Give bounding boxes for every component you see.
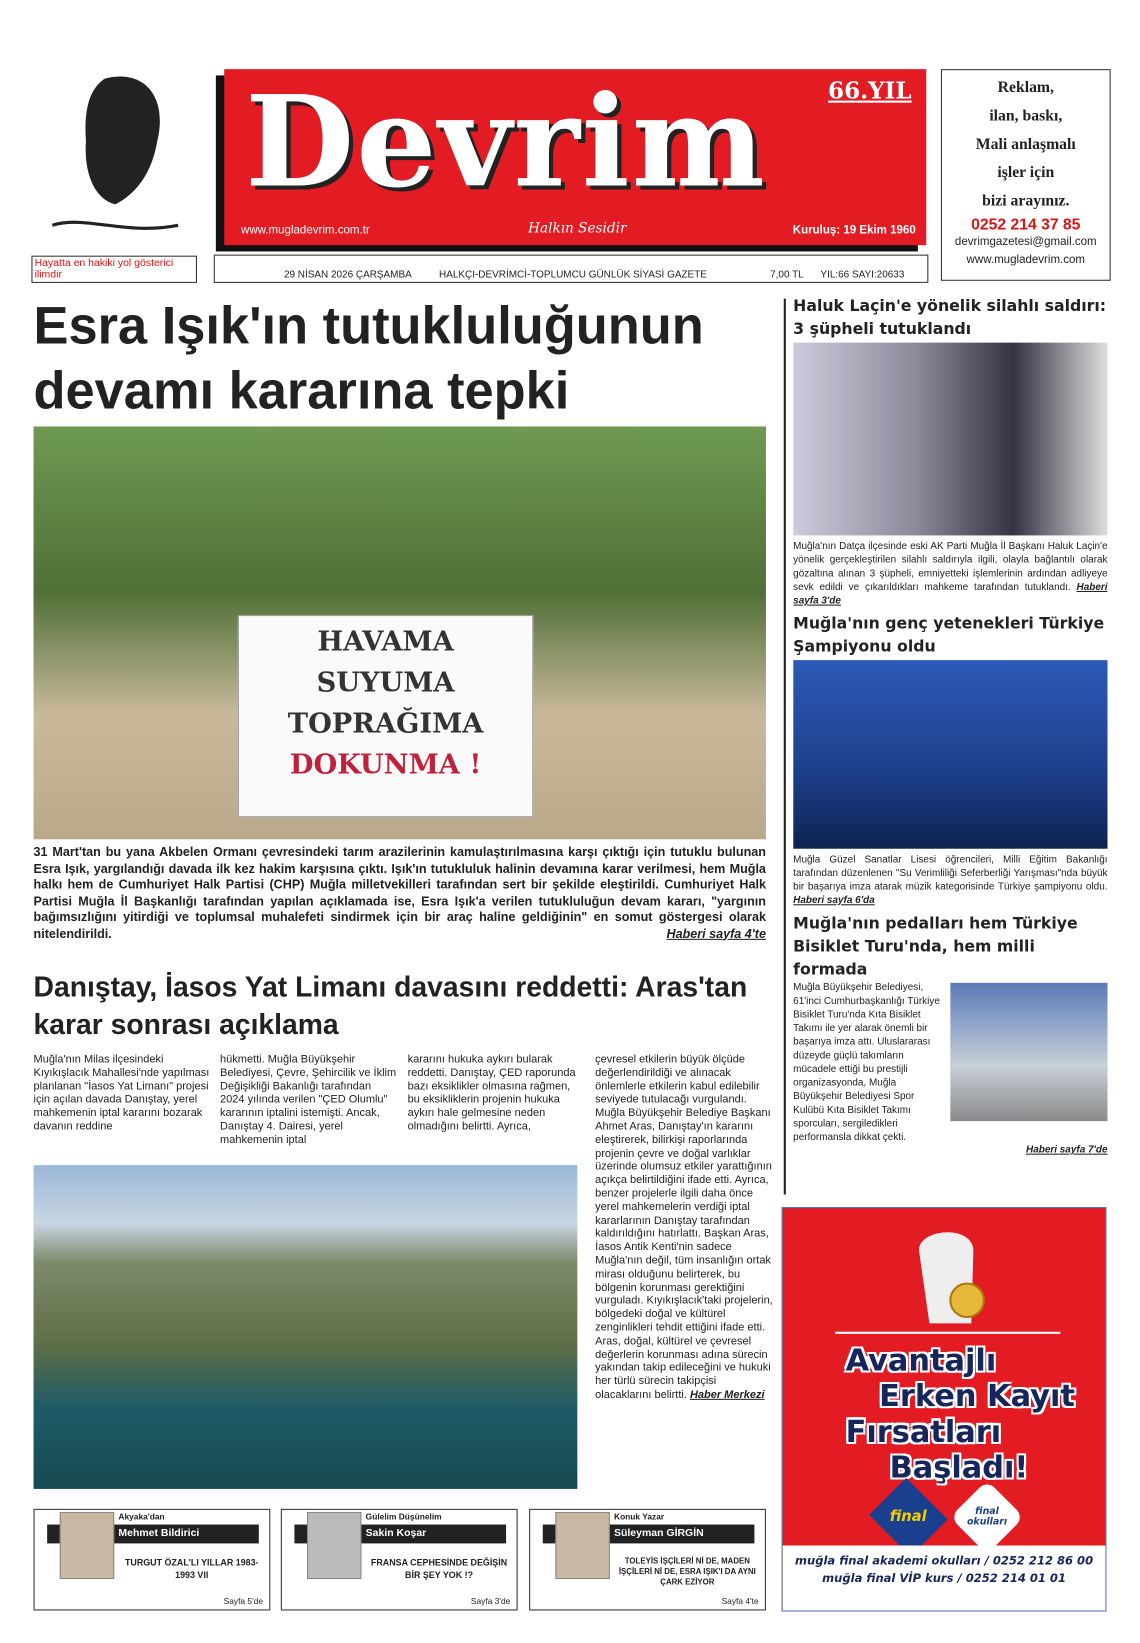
sign-line: TOPRAĞIMA: [287, 708, 484, 740]
columnist-name: Mehmet Bildirici: [118, 1527, 200, 1540]
column-section: Akyaka'dan: [118, 1511, 165, 1522]
columnist-box[interactable]: [529, 1509, 766, 1611]
ad-slogan: [846, 1342, 1075, 1485]
harbor-aerial-photo: [34, 1165, 578, 1489]
news-item: [793, 912, 1107, 1156]
lead-text: 31 Mart'tan bu yana Akbelen Ormanı çevresindeki tarım arazilerinin kamulaştırılmasına karşı çıktığı için tutuklu bulunan Esra Işık, yargılandığı davada ilk kez hakim karşısına çıktı. Işık'ın tutukluluk halinin devamına karar verilmesi, hem Muğla halkı hem de Cumhuriyet Halk Partisi (CHP) Muğla milletvekilleri tarafından sert bir şekilde eleştirildi. Cumhuriyet Halk Partisi Muğla İl Başkanlığı tarafından yapılan açıklamada ise, Esra Işık'a verilen tutukluluğun devam kararı, "yargının bağımsızlığını yitirdiği ve toplumsal muhalefeti sindirmek için bir araç haline geldiğinin" en somut göstergesi olarak nitelendirildi.: [33, 844, 766, 941]
main-lead: [34, 845, 766, 942]
columnist-photo: [60, 1512, 114, 1579]
columnist-photo: [555, 1512, 609, 1579]
ad-contact-line: muğla final akademi okulları / 0252 212 86 00: [795, 1553, 1094, 1568]
advertising-contact-box: [941, 69, 1111, 281]
founded-date: Kuruluş: 19 Ekim 1960: [792, 224, 916, 237]
motto: Hayatta en hakiki yol gösterici ilimdir: [31, 256, 197, 283]
main-photo: [34, 426, 766, 839]
ad-line: Reklam,: [997, 79, 1054, 97]
ad-line: bizi arayınız.: [982, 192, 1070, 210]
news-item: [793, 294, 1107, 607]
article-column: kararını hukuka aykırı bularak reddetti. Danıştay, ÇED raporunda bazı eksiklikler olmasına rağmen, bu eksikliklerin projenin hukuka aykırı hale gelmesine neden olmadığını belirtti. Ayrıca,: [407, 1053, 576, 1133]
read-more-link[interactable]: Haberi sayfa 4'te: [666, 925, 766, 941]
column-text: çevresel etkilerin büyük ölçüde değerlendirildiği ve alınacak önlemlerle etkilerin kabul edilebilir seviyede tutulacağı vurgulandı. Muğla Büyükşehir Belediye Başkanı Ahmet Aras, Danıştay'ın kararını eleştirerek, bilirkişi raporlarında projenin çevre ve doğal varlıklar üzerinde olumsuz etkiler yarattığının açıkça belirtildiğini ifade etti. Ayrıca, benzer projelerle ilgili daha önce yerel mahkemelerin verdiği iptal kararlarının Danıştay tarafından kaldırıldığını hatırlattı. Başkan Aras, İasos Antik Kenti'nin sadece Muğla'nın değil, tüm insanlığın ortak mirası olduğunu belirterek, bu bölgenin korunması gerektiğini vurguladı. Kıyıkışlacık'taki projelerin, bölgedeki doğal ve kültürel zenginlikleri tehdit ettiğini ifade etti. Aras, doğal, kültürel ve çevresel değerlerin korunması adına sürecin yakından takip edileceğini ve hukuki her türlü sürecin takipçisi olacaklarını belirtti.: [595, 1053, 773, 1401]
slogan: Halkın Sesidir: [528, 221, 627, 237]
arrest-photo: [793, 343, 1107, 536]
news-item: [793, 612, 1107, 907]
price: 7,00 TL: [770, 269, 804, 281]
news-headline[interactable]: Haluk Laçin'e yönelik silahlı saldırı: 3 şüpheli tutuklandı: [793, 296, 1107, 339]
students-photo: [793, 660, 1107, 849]
phone-number: 0252 214 37 85: [971, 215, 1081, 234]
final-school-ad[interactable]: [782, 1207, 1107, 1611]
read-more-link[interactable]: Haberi sayfa 6'da: [793, 894, 875, 907]
column-divider: [784, 299, 786, 1195]
website-link[interactable]: www.mugladevrim.com.tr: [240, 224, 370, 237]
columnist-name: Süleyman GİRGİN: [614, 1527, 704, 1540]
ad-contact-line: muğla final VİP kurs / 0252 214 01 01: [822, 1571, 1066, 1586]
issue-date: 29 NİSAN 2026 ÇARŞAMBA: [283, 269, 412, 281]
column-title: TOLEYİS İŞÇİLERİ Nİ DE, MADEN İŞÇİLERİ Nİ DE, ESRA IŞIK'I DA AYNI ÇARK EZİYOR: [618, 1555, 756, 1587]
slogan-line: Başladı!: [889, 1449, 1029, 1485]
cyclist-photo: [950, 983, 1107, 1121]
sign-line: DOKUNMA !: [289, 749, 482, 781]
final-logo: final: [869, 1478, 948, 1557]
page-ref: Sayfa 5'de: [223, 1596, 263, 1607]
news-text: Muğla Güzel Sanatlar Lisesi öğrencileri, Milli Eğitim Bakanlığı tarafından düzenlenen "Su Verimliliği Seferberliği Yarışması"nda büyük bir başarıya imza atarak müzik kategorisinde Türkiye şampiyonu oldu. Haberi sayfa 6'da: [793, 853, 1108, 907]
final-okullari-logo: final okulları: [950, 1480, 1024, 1554]
sign-line: SUYUMA: [316, 667, 455, 699]
second-headline[interactable]: Danıştay, İasos Yat Limanı davasını reddetti: Aras'tan karar sonrası açıklama: [33, 971, 748, 1041]
email[interactable]: devrimgazetesi@gmail.com: [954, 235, 1097, 249]
slogan-line: Fırsatları: [845, 1413, 1002, 1450]
columnist-box[interactable]: [34, 1509, 271, 1611]
article-column: hükmetti. Muğla Büyükşehir Belediyesi, Çevre, Şehircilik ve İklim Değişikliği Bakanlığı tarafından 2024 yılında verilen "ÇED Olumlu" kararının iptalini istemişti. Ancak, Danıştay 4. Dairesi, yerel mahkemenin iptal: [220, 1053, 397, 1147]
ad-line: Mali anlaşmalı: [975, 136, 1076, 153]
newspaper-logo: Devrim: [245, 68, 767, 216]
article-column: Muğla'nın Milas ilçesindeki Kıyıkışlacık Mahallesi'nde yapılması planlanan "İasos Yat Limanı" projesi için açılan davada Danıştay, yerel mahkemenin iptal kararını bozarak davanın reddine: [33, 1053, 210, 1133]
news-headline[interactable]: Muğla'nın pedalları hem Türkiye Bisiklet Turu'nda, hem milli formada: [793, 913, 1078, 979]
column-title: FRANSA CEPHESİNDE DEĞİŞİN BİR ŞEY YOK !?: [370, 1557, 508, 1581]
news-headline[interactable]: Muğla'nın genç yetenekleri Türkiye Şampiyonu oldu: [793, 614, 1105, 656]
slogan-line: Erken Kayıt: [879, 1377, 1075, 1414]
columnist-name: Sakin Koşar: [365, 1527, 427, 1540]
ataturk-portrait: [42, 68, 189, 246]
column-section: Gülelim Düşünelim: [365, 1511, 442, 1522]
slogan-line: Avantajlı: [845, 1342, 997, 1378]
columnist-photo: [307, 1512, 361, 1579]
sign-line: HAVAMA: [317, 626, 454, 659]
divider: [835, 1332, 1060, 1334]
website[interactable]: www.mugladevrim.com: [966, 253, 1086, 267]
page-ref: Sayfa 3'de: [470, 1596, 511, 1607]
info-bar: [214, 255, 929, 283]
byline-link[interactable]: Haber Merkezi: [689, 1388, 765, 1401]
page-ref: Sayfa 4'te: [721, 1596, 759, 1607]
column-section: Konuk Yazar: [614, 1511, 665, 1522]
ad-line: ilan, baskı,: [989, 107, 1063, 125]
main-headline[interactable]: Esra Işık'ın tutukluluğunun devamı kararına tepki: [33, 296, 704, 421]
protest-sign: [238, 615, 533, 817]
read-more-link[interactable]: Haberi sayfa 3'de: [793, 581, 1108, 607]
issue-number: YIL:66 SAYI:20633: [820, 269, 905, 281]
article-column: [595, 1053, 775, 1402]
anniversary-badge: 66.YIL: [828, 77, 912, 105]
medal-fist-icon: [898, 1219, 992, 1334]
ad-contacts: [783, 1546, 1106, 1611]
news-text: Muğla Büyükşehir Belediyesi, 61'inci Cumhurbaşkanlığı Türkiye Bisiklet Turu'nda Kıta Bisiklet Takımı ile yer alarak önemli bir başarıya imza attı. Uluslararası düzeyde güçlü takımların mücadele ettiği bu prestijli organizasyonda, Muğla Büyükşehir Belediyesi Spor Kulübü Kıta Bisiklet Takımı sporcuları, sergiledikleri performansla dikkat çekti.: [793, 981, 940, 1144]
read-more-link[interactable]: Haberi sayfa 7'de: [1026, 1144, 1108, 1156]
masthead: [224, 69, 926, 245]
columnist-box[interactable]: [281, 1509, 518, 1611]
column-title: TURGUT ÖZAL'LI YILLAR 1983-1993 VII: [124, 1557, 259, 1581]
right-column: [793, 294, 1107, 1159]
tagline: HALKÇI-DEVRİMCİ-TOPLUMCU GÜNLÜK SİYASİ GAZETE: [439, 269, 707, 281]
news-text: Muğla'nın Datça ilçesinde eski AK Parti Muğla İl Başkanı Haluk Laçin'e yönelik gerçekleştirilen silahlı saldırıyla ilgili, olayla bağlantılı olarak gözaltına alınan 3 şüpheli, emniyetteki işlemlerinin ardından adliyeye sevk edildi ve çıkarıldıkları mahkeme tarafından tutuklandı. Haberi sayfa 3'de: [793, 540, 1108, 607]
ad-line: işler için: [997, 164, 1055, 182]
